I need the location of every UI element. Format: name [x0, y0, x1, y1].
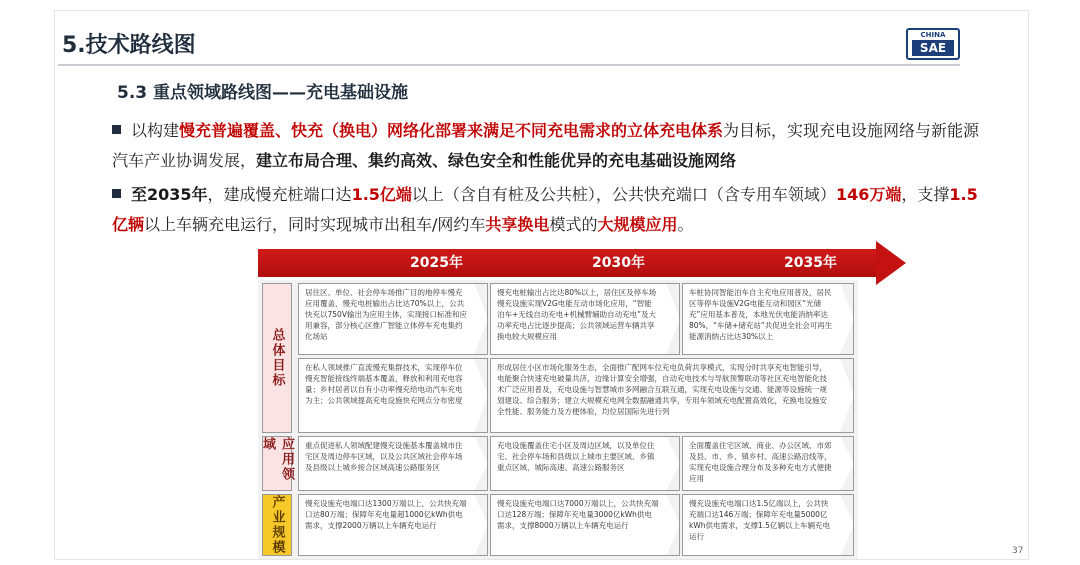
cell-scale-2025: 慢充设施充电端口达1300万端以上，公共快充端口达80万端；保障年充电量超1000亿kWh供电需求，支撑2000万辆以上车辆充电运行 — [298, 494, 488, 556]
timeline-arrowhead-icon — [876, 241, 906, 285]
year-2025: 2025年 — [410, 255, 463, 271]
bullet-text: 以构建 — [131, 121, 180, 140]
bullet-text: 模式的 — [549, 215, 598, 234]
bullet-2035 — [112, 180, 992, 240]
cell-goal-2035-a: 车桩协同智能泊车自主充电应用普及，居民区等停车设施V2G电能互动和园区“光储充”应用基本普及，本地光伏电能消纳率达80%，“车储+储充站”共促进全社会可再生能源消纳占比达30%以上 — [682, 283, 854, 355]
bullet-emphasis: 共享换电 — [485, 215, 550, 234]
bullet-emphasis: 1.5亿端 — [351, 185, 412, 204]
cell-scale-2035: 慢充设施充电端口达1.5亿端以上，公共快充端口达146万端；保障年充电量5000亿kWh供电需求，支撑1.5亿辆以上车辆充电运行 — [682, 494, 854, 556]
bullet-emphasis: 146万端 — [835, 185, 902, 204]
bullet-bold: 至2035年 — [131, 185, 208, 204]
row-label-applications: 应用领域 — [262, 436, 292, 491]
bullet-emphasis: 1.5亿辆 — [112, 185, 978, 234]
cell-goal-2025-a: 居住区、单位、社会停车场推广目的地停车慢充应用覆盖，慢充电桩输出占比达70%以上，公共快充以750V输出为应用主体，实现接口标准和应用兼容，部分核心区推广智能立体停车充电集约化场站 — [298, 283, 488, 355]
year-2035: 2035年 — [784, 255, 837, 271]
cell-app-2030: 充电设施覆盖住宅小区及周边区域，以及单位住宅、社会停车场和县级以上城市主要区域、乡镇重点区域、城际高速、高速公路服务区 — [490, 436, 680, 491]
bullet-text: 以上车辆充电运行，同时实现城市出租车/网约车 — [144, 215, 486, 234]
year-2030: 2030年 — [592, 255, 645, 271]
cell-goal-2030-2035-b: 形成居住小区市场化服务生态，全面推广配网车位充电负荷共享模式，实现分时共享充电智能引导，电能聚合快速充电破量共济，边缘计算安全增强，自动充电技术与导航预警联动等社区充电智能化技术广泛应用普及，充电设施与智慧城市多网融合互联互通，实现充电设施与交通、能源等设施统一规划建设、综合服务；建立大规模充电网全数据融通共享，专用车领域充电配置高效化，充换电设施安全性能、服务能力及方便体验，均位居国际先进行列 — [490, 358, 854, 433]
cell-goal-2025-b: 在私人领域推广直流慢充集群技术，实现停车位慢充智能接线终端基本覆盖，释放和利用充电容量；乡村居者以自有小功率慢充给电动汽车充电为主；公共领域提高充电设施快充网点分布密度 — [298, 358, 488, 433]
bullet-emphasis: 慢充普遍覆盖、快充（换电）网络化部署来满足不同充电需求的立体充电体系 — [179, 121, 724, 140]
row-label-goals: 总体目标 — [262, 283, 292, 433]
cell-app-2035: 全面覆盖住宅区域、商业、办公区域、市郊及县、市、乡、镇乡村、高速公路沿线等，实现充电设施合理分布及多种充电方式便捷应用 — [682, 436, 854, 491]
cell-app-2025: 重点促进私人领域配建慢充设施基本覆盖城市住宅区及周边停车区域，以及公共区域社会停车场及县级以上城乡接合区域高速公路服务区 — [298, 436, 488, 491]
bullet-text: 以上（含自有桩及公共桩），公共快充端口（含专用车领域） — [411, 185, 836, 204]
china-sae-logo — [906, 28, 960, 60]
logo-text-china: CHINA — [920, 31, 946, 39]
cell-scale-2030: 慢充设施充电端口达7000万端以上，公共快充端口达128万端；保障年充电量3000亿kWh供电需求，支撑8000万辆以上车辆充电运行 — [490, 494, 680, 556]
logo-text-sae: SAE — [912, 40, 954, 56]
bullet-emphasis: 大规模应用 — [597, 215, 678, 234]
section-subtitle: 5.3 重点领域路线图——充电基础设施 — [117, 83, 409, 103]
cell-goal-2030-a: 慢充电桩输出占比达80%以上，居住区及停车场慢充设施实现V2G电能互动市场化应用，“智能泊车+无线自动充电+机械臂辅助自动充电”及大功率充电占比逐步提高；公共领域运营车辆共享换电较大规模应用 — [490, 283, 680, 355]
title-divider — [58, 64, 960, 66]
bullet-square-icon — [112, 189, 121, 198]
bullet-text: 为目标，实现充电设施网络与新能源汽车产业协调发展， — [112, 121, 980, 170]
bullet-text: ，支撑 — [901, 185, 950, 204]
bullet-bold: 建立布局合理、集约高效、绿色安全和性能优异的充电基础设施网络 — [256, 151, 737, 170]
row-label-scale: 产业规模 — [262, 494, 292, 556]
bullet-goal — [112, 116, 992, 176]
bullet-text: 。 — [677, 215, 694, 234]
page-number: 37 — [1012, 546, 1024, 556]
page-title: 5.技术路线图 — [62, 33, 196, 58]
bullet-text: ，建成慢充桩端口达 — [207, 185, 352, 204]
bullet-square-icon — [112, 125, 121, 134]
